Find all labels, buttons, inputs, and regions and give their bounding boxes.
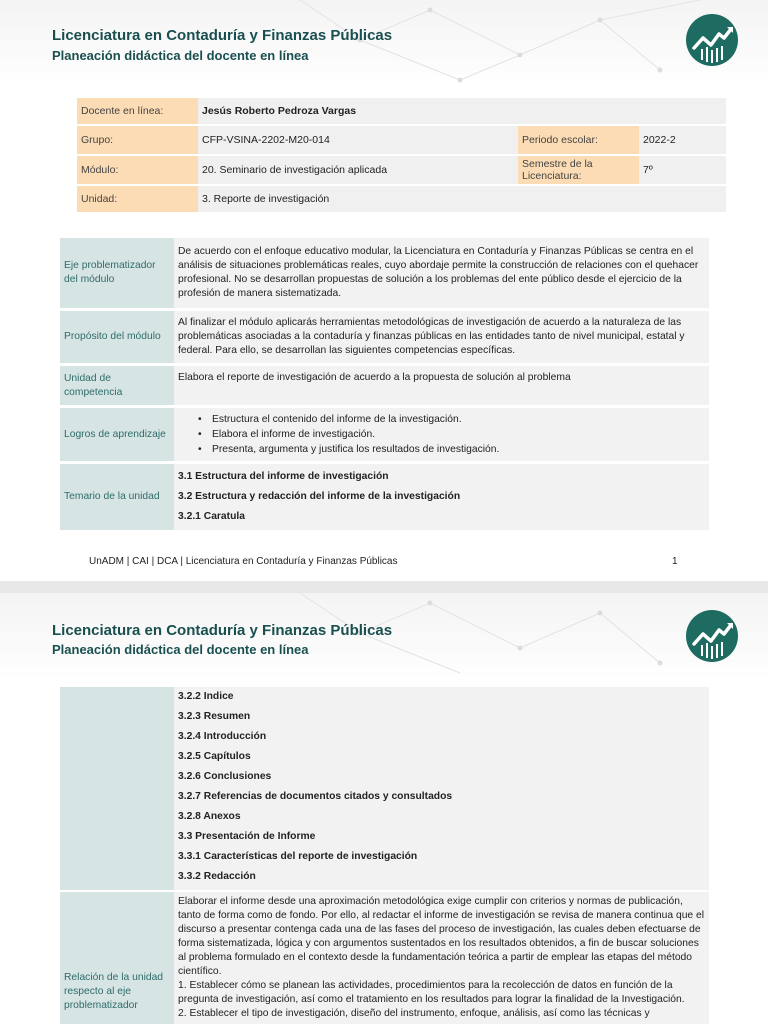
list-item: • Estructura el contenido del informe de la investigación. (198, 412, 705, 427)
temario-item: 3.3 Presentación de Informe (178, 831, 316, 842)
temario-label: Temario de la unidad (60, 464, 174, 530)
proposito-text: Al finalizar el módulo aplicarás herramientas metodológicas de investigación de acuerdo a la naturaleza de las problemáticas asociadas a la contaduría y finanzas públicas en las entidades tanto de nivel municipal, estatal y federal. Para ello, se desarrollan las siguientes competencias específicas. (174, 311, 709, 363)
logros-list (178, 412, 705, 457)
modulo-value: 20. Seminario de investigación aplicada (198, 156, 518, 184)
temario-continued-label (60, 687, 174, 890)
eje-label: Eje problematizador del módulo (60, 238, 174, 308)
temario-item: 3.3.2 Redacción (178, 871, 256, 882)
header-network-pattern (0, 0, 768, 90)
document-title: Licenciatura en Contaduría y Finanzas Públicas (52, 622, 393, 639)
temario-item: 3.3.1 Características del reporte de investigación (178, 851, 418, 862)
planning-table-page-1 (60, 235, 709, 533)
grupo-label: Grupo: (77, 126, 198, 154)
document-page-2 (0, 593, 768, 1024)
relacion-text: Elaborar el informe desde una aproximación metodológica exige cumplir con criterios y normas de publicación, tanto de forma como de fondo. Por ello, al redactar el informe de investigación se revisa de manera continua que el discurso a presentar contenga cada una de las fases del proceso de investigación, las cuales deben efectuarse de forma sistematizada, lógica y con argumentos sustentados en los resultados obtenidos, a fin de buscar soluciones al problema formulado en el contexto desde la fundamentación teórica a partir de emplear las etapas del método científico. (178, 896, 705, 977)
unadm-chart-logo-icon (686, 610, 738, 662)
list-item: • Elabora el informe de investigación. (198, 427, 705, 442)
temario-cell-continued (174, 687, 709, 890)
temario-item: 3.2.7 Referencias de documentos citados y consultados (178, 791, 453, 802)
temario-item: 3.2.4 Introducción (178, 731, 267, 742)
docente-label: Docente en línea: (77, 98, 198, 124)
page-number: 1 (672, 556, 678, 567)
list-item: • Presenta, argumenta y justifica los resultados de investigación. (198, 442, 705, 457)
semestre-label: Semestre de la Licenciatura: (518, 156, 639, 184)
relacion-label: Relación de la unidad respecto al eje problematizador (60, 892, 174, 1024)
temario-item: 3.2.1 Caratula (178, 511, 245, 522)
unadm-chart-logo-icon (686, 14, 738, 66)
logros-label: Logros de aprendizaje (60, 408, 174, 461)
docente-value: Jesús Roberto Pedroza Vargas (198, 98, 726, 124)
unidad-competencia-text: Elabora el reporte de investigación de acuerdo a la propuesta de solución al problema (174, 366, 709, 405)
temario-item: 3.2.8 Anexos (178, 811, 241, 822)
course-info-table (77, 96, 726, 214)
grupo-value: CFP-VSINA-2202-M20-014 (198, 126, 518, 154)
periodo-value: 2022-2 (639, 126, 726, 154)
unidad-competencia-label: Unidad de competencia (60, 366, 174, 405)
temario-item: 3.2.3 Resumen (178, 711, 251, 722)
logros-cell (174, 408, 709, 461)
modulo-label: Módulo: (77, 156, 198, 184)
temario-item: 3.2 Estructura y redacción del informe de la investigación (178, 491, 461, 502)
planning-table-page-2 (60, 685, 709, 1024)
temario-item: 3.2.5 Capítulos (178, 751, 251, 762)
temario-item: 3.2.2 Indice (178, 691, 234, 702)
temario-item: 3.1 Estructura del informe de investigación (178, 471, 389, 482)
temario-item: 3.2.6 Conclusiones (178, 771, 272, 782)
relacion-cell (174, 892, 709, 1024)
proposito-label: Propósito del módulo (60, 311, 174, 363)
relacion-item-2: 2. Establecer el tipo de investigación, diseño del instrumento, enfoque, análisis, así como las técnicas y (178, 1008, 650, 1019)
document-subtitle: Planeación didáctica del docente en línea (52, 48, 309, 63)
semestre-value: 7º (639, 156, 726, 184)
unidad-value: 3. Reporte de investigación (198, 186, 726, 212)
periodo-label: Periodo escolar: (518, 126, 639, 154)
unidad-label: Unidad: (77, 186, 198, 212)
eje-text: De acuerdo con el enfoque educativo modular, la Licenciatura en Contaduría y Finanzas Públicas se centra en el análisis de situaciones problemáticas reales, cuyo abordaje permite la construcción de relaciones con el quehacer profesional. No se desarrollan propuestas de solución a los problemas del ente público desde el ejercicio de la profesión de manera sistematizada. (174, 238, 709, 308)
temario-cell (174, 464, 709, 530)
document-subtitle: Planeación didáctica del docente en línea (52, 642, 309, 657)
page-footer: UnADM | CAI | DCA | Licenciatura en Contaduría y Finanzas Públicas (89, 556, 398, 567)
document-title: Licenciatura en Contaduría y Finanzas Públicas (52, 27, 393, 44)
relacion-item-1: 1. Establecer cómo se planean las actividades, procedimientos para la recolección de datos en función de la pregunta de investigación, así como el tratamiento en los resultados para lograr la finalidad de la Investigación. (178, 980, 685, 1005)
